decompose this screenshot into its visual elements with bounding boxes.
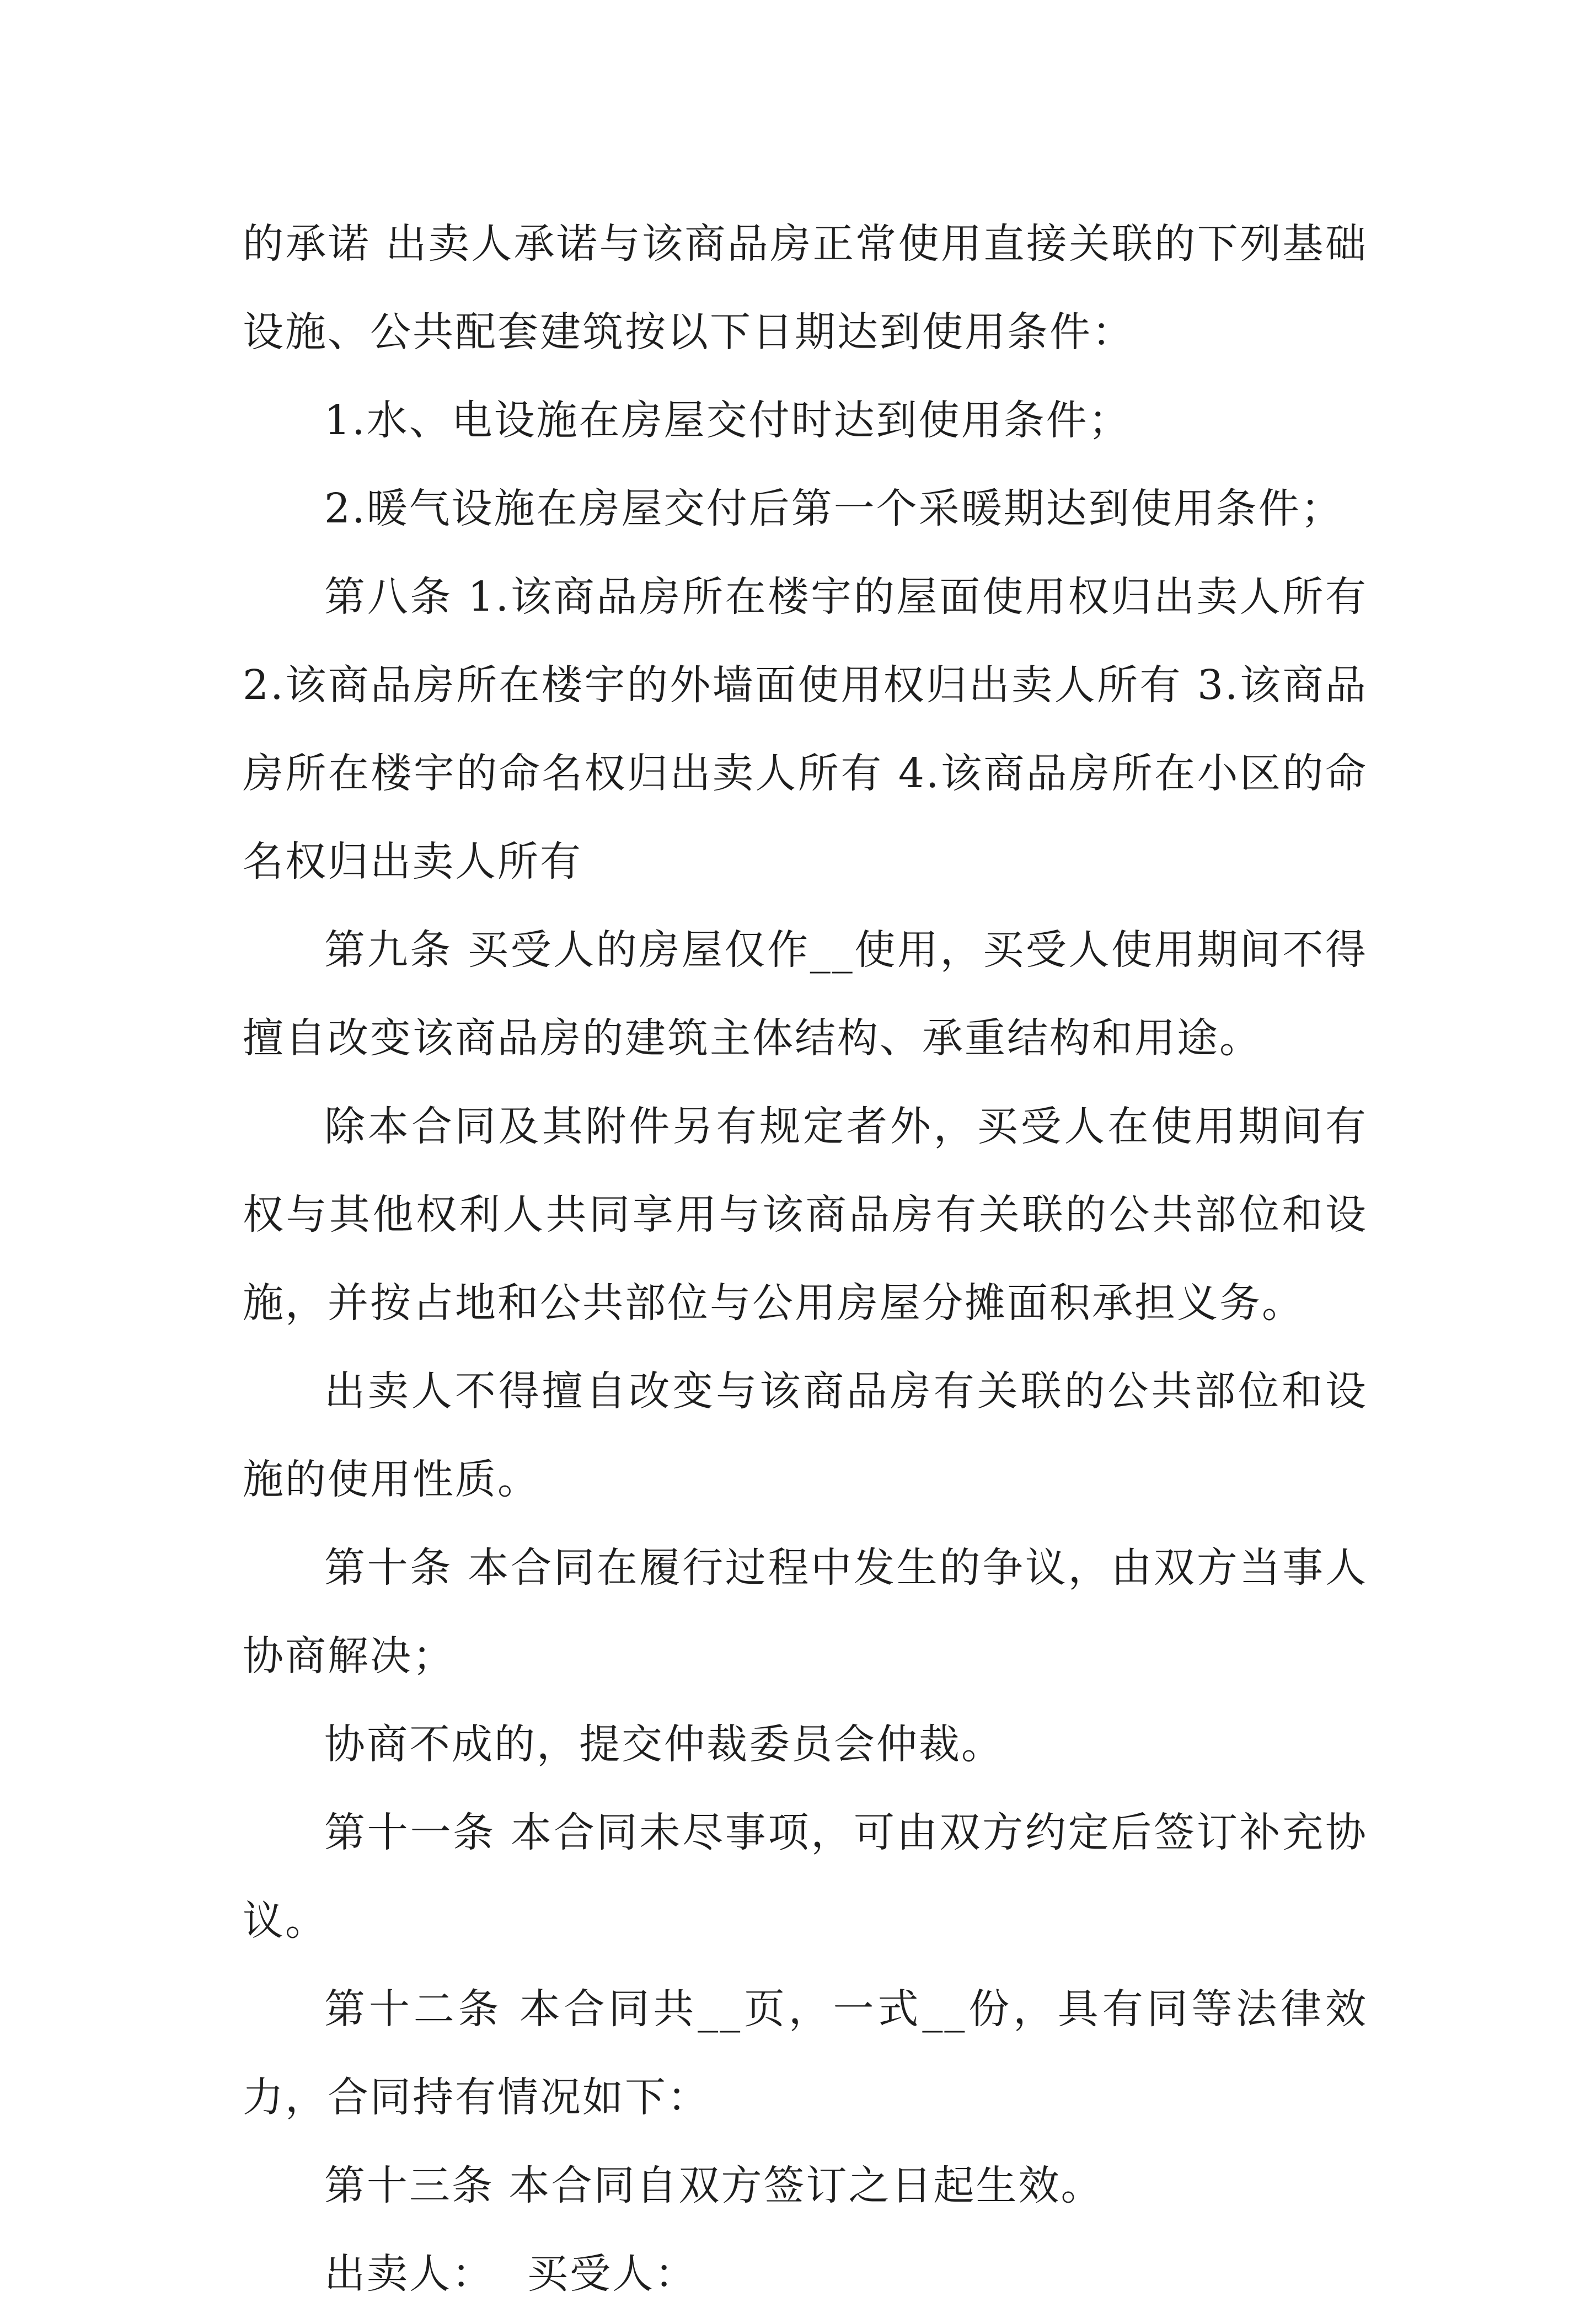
contract-text [243,200,1368,2318]
seller-label: 出卖人： [324,2250,494,2298]
paragraph-article-8: 第八条 1.该商品房所在楼宇的屋面使用权归出卖人所有 2.该商品房所在楼宇的外墙面使用权归出卖人所有 3.该商品房所在楼宇的命名权归出卖人所有 4.该商品房所在小区的命名权归出卖人所有 [243,573,1368,885]
paragraph-water-electric: 1.水、电设施在房屋交付时达到使用条件； [324,397,1131,444]
paragraph-seller-restriction: 出卖人不得擅自改变与该商品房有关联的公共部位和设施的使用性质。 [243,1368,1368,1503]
paragraph-article-13: 第十三条 本合同自双方签订之日起生效。 [324,2162,1104,2209]
signature-line [243,2230,1368,2318]
paragraph-arbitration: 协商不成的，提交仲裁委员会仲裁。 [324,1721,1004,1768]
buyer-label: 买受人： [527,2250,697,2298]
paragraph-article-11: 第十一条 本合同未尽事项，可由双方约定后签订补充协议。 [243,1809,1368,1945]
paragraph-heating: 2.暖气设施在房屋交付后第一个采暖期达到使用条件； [324,485,1343,532]
paragraph-article-12: 第十二条 本合同共__页，一式__份，具有同等法律效力，合同持有情况如下： [243,1985,1368,2121]
paragraph-shared-facilities: 除本合同及其附件另有规定者外，买受人在使用期间有权与其他权利人共同享用与该商品房有关联的公共部位和设施，并按占地和公共部位与公用房屋分摊面积承担义务。 [243,1103,1368,1327]
paragraph-article-9: 第九条 买受人的房屋仅作__使用，买受人使用期间不得擅自改变该商品房的建筑主体结构、承重结构和用途。 [243,926,1368,1062]
paragraph-infrastructure-promise: 的承诺 出卖人承诺与该商品房正常使用直接关联的下列基础设施、公共配套建筑按以下日期达到使用条件： [243,220,1368,356]
paragraph-article-10: 第十条 本合同在履行过程中发生的争议，由双方当事人协商解决； [243,1544,1368,1680]
